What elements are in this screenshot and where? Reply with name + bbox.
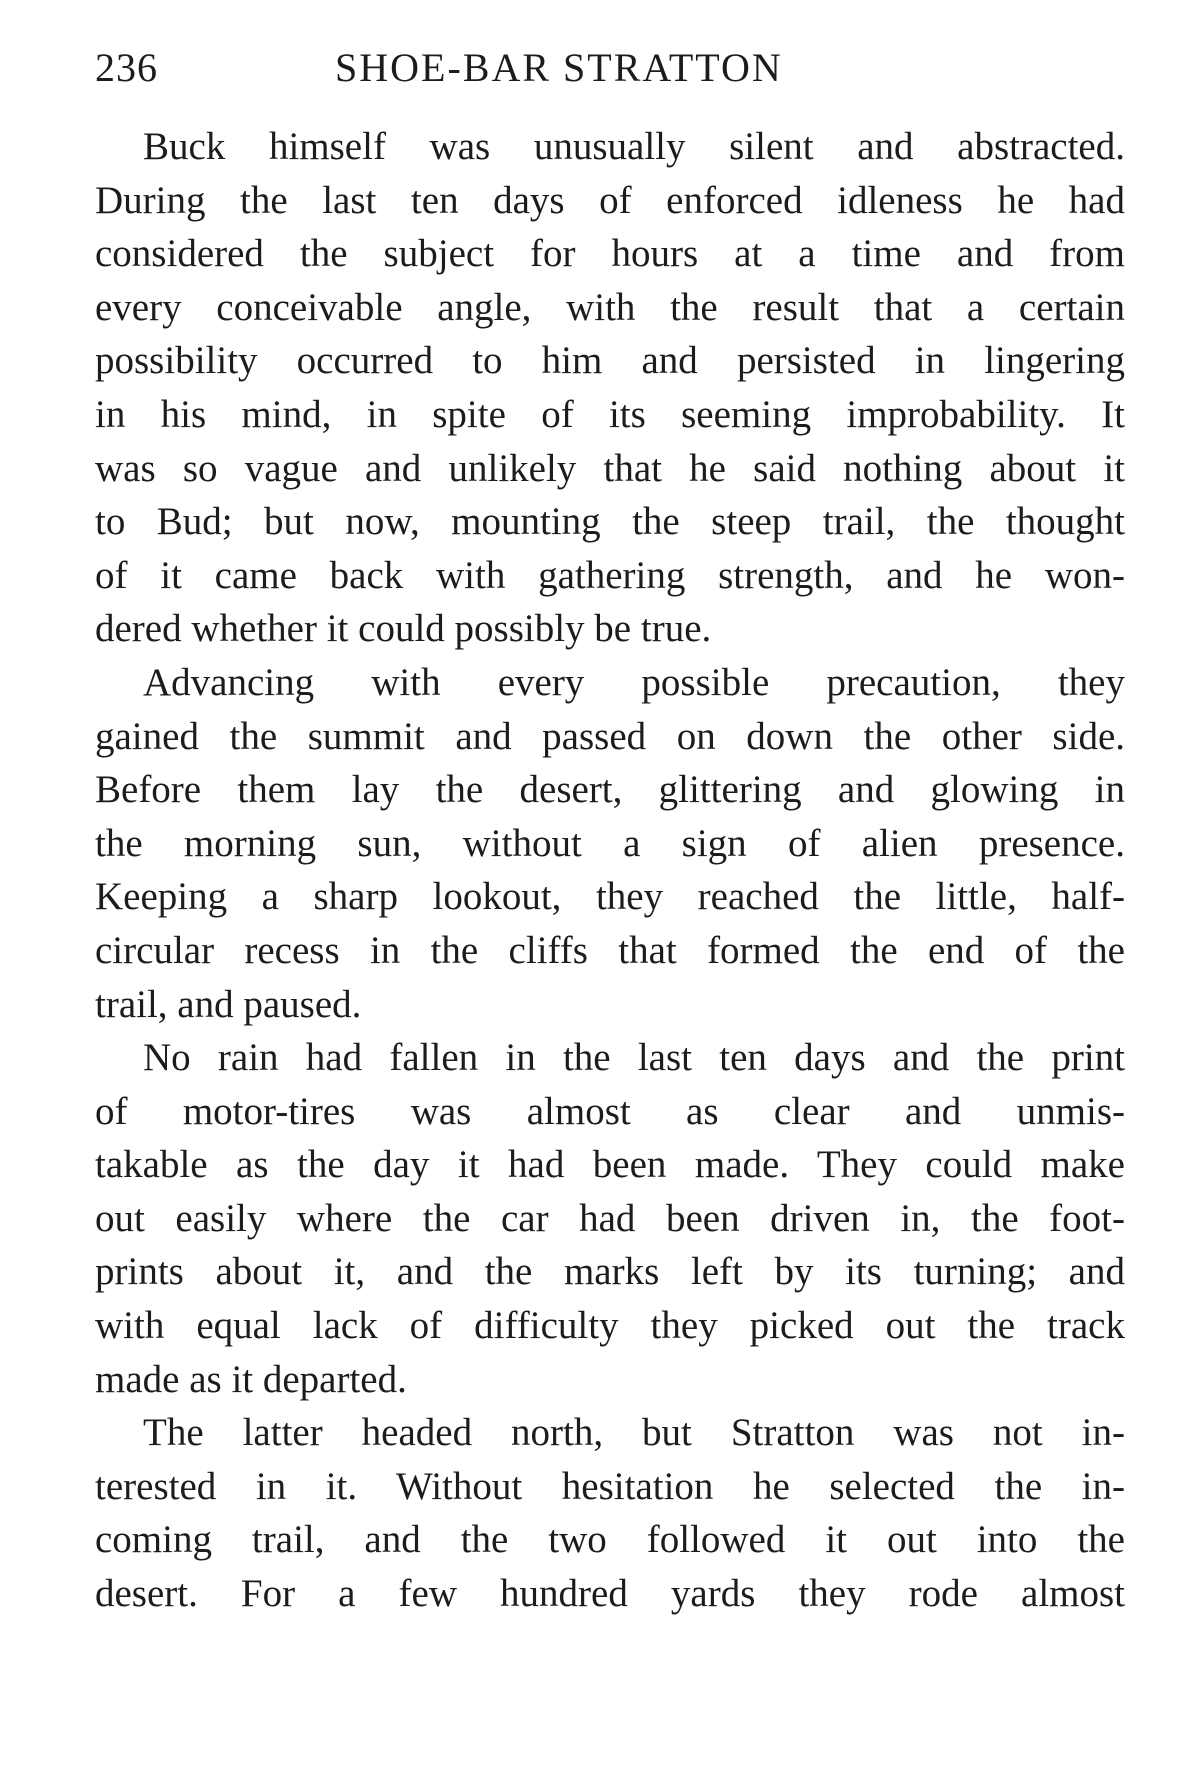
text-line: was so vague and unlikely that he said nothing about it — [95, 446, 1125, 490]
text-line: every conceivable angle, with the result that a certain — [95, 285, 1125, 329]
paragraph — [95, 120, 1125, 656]
text-line: of it came back with gathering strength, and he won- — [95, 553, 1125, 597]
text-line: Buck himself was unusually silent and abstracted. — [143, 125, 1125, 168]
text-line: No rain had fallen in the last ten days and the print — [143, 1036, 1125, 1080]
text-line: Before them lay the desert, glittering and glowing in — [95, 768, 1125, 812]
text-line: circular recess in the cliffs that formed the end of the — [95, 928, 1125, 972]
text-line: The latter headed north, but Stratton was not in- — [143, 1411, 1125, 1455]
text-line: made as it departed. — [95, 1357, 407, 1401]
text-line: gained the summit and passed on down the other side. — [95, 714, 1125, 758]
text-line: the morning sun, without a sign of alien presence. — [95, 821, 1125, 865]
text-line: terested in it. Without hesitation he selected the in- — [95, 1464, 1125, 1508]
text-line: in his mind, in spite of its seeming improbability. It — [95, 392, 1125, 436]
text-line: coming trail, and the two followed it out into the — [95, 1518, 1125, 1562]
text-line: of motor-tires was almost as clear and unmis- — [95, 1089, 1125, 1133]
text-line: dered whether it could possibly be true. — [95, 607, 712, 651]
text-line: prints about it, and the marks left by its turning; and — [95, 1250, 1125, 1294]
text-line: out easily where the car had been driven in, the foot- — [95, 1196, 1125, 1240]
paragraph — [95, 656, 1125, 1031]
body-text — [95, 120, 1125, 1621]
text-line: trail, and paused. — [95, 982, 362, 1026]
text-line: Keeping a sharp lookout, they reached the little, half- — [95, 875, 1125, 919]
page-number: 236 — [95, 45, 158, 90]
text-line: During the last ten days of enforced idleness he had — [95, 178, 1125, 222]
text-line: with equal lack of difficulty they picked out the track — [95, 1304, 1125, 1348]
text-line: to Bud; but now, mounting the steep trail, the thought — [95, 500, 1125, 544]
paragraph — [95, 1031, 1125, 1406]
paragraph — [95, 1406, 1125, 1620]
text-line: considered the subject for hours at a time and from — [95, 232, 1125, 276]
running-title: SHOE-BAR STRATTON — [335, 45, 783, 90]
text-line: possibility occurred to him and persisted in lingering — [95, 339, 1125, 383]
text-line: Advancing with every possible precaution, they — [143, 660, 1125, 704]
running-head — [95, 38, 1125, 98]
text-line: desert. For a few hundred yards they rode almost — [95, 1572, 1125, 1616]
text-line: takable as the day it had been made. They could make — [95, 1143, 1125, 1187]
